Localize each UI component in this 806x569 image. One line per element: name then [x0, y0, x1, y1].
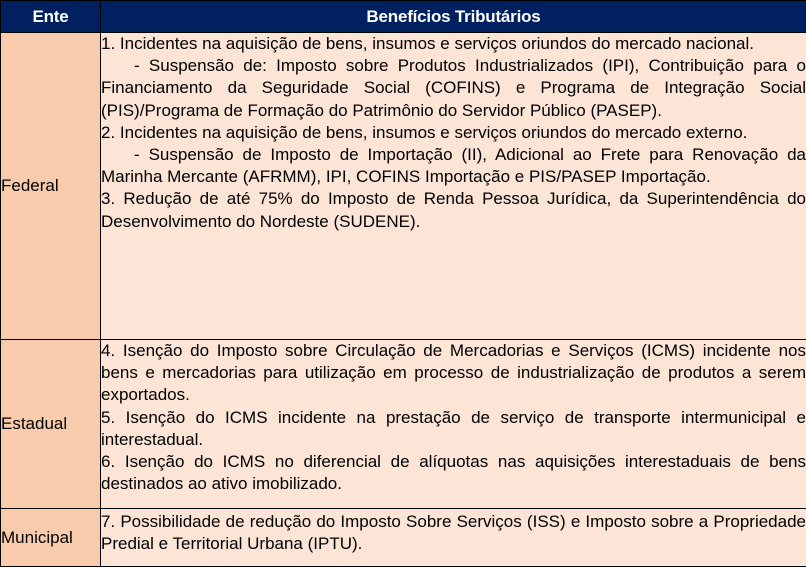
benefits-estadual: [101, 340, 806, 509]
ente-municipal: Municipal: [1, 509, 101, 567]
table-row-municipal: [1, 509, 806, 567]
table-row-estadual: [1, 340, 806, 509]
benefit-sub-item-2: - Suspensão de Imposto de Importação (II), Adicional ao Frete para Renovação da Marinha Mercante (AFRMM), IPI, COFINS Importação e PIS/PASEP Importação.: [101, 145, 806, 187]
ente-estadual: Estadual: [1, 340, 101, 509]
header-row: [1, 1, 806, 33]
benefits-municipal: [101, 509, 806, 567]
benefit-item-3: 3. Redução de até 75% do Imposto de Renda Pessoa Jurídica, da Superintendência do Desenvolvimento do Nordeste (SUDENE).: [101, 189, 806, 231]
benefit-item-1: 1. Incidentes na aquisição de bens, insumos e serviços oriundos do mercado nacional.: [101, 34, 754, 53]
ente-federal: Federal: [1, 33, 101, 340]
benefit-item-5: 5. Isenção do ICMS incidente na prestação de serviço de transporte intermunicipal e interestadual.: [101, 407, 806, 449]
header-ente: Ente: [1, 1, 101, 33]
benefit-item-7: 7. Possibilidade de redução do Imposto Sobre Serviços (ISS) e Imposto sobre a Propriedade Predial e Territorial Urbana (IPTU).: [101, 512, 806, 554]
header-beneficios: Benefícios Tributários: [101, 1, 806, 33]
table-row-federal: [1, 33, 806, 340]
benefit-item-4: 4. Isenção do Imposto sobre Circulação de Mercadorias e Serviços (ICMS) incidente nos bens e mercadorias para utilização em processo de industrialização de produtos a serem exportados.: [101, 341, 806, 405]
benefit-item-6: 6. Isenção do ICMS no diferencial de alíquotas nas aquisições interestaduais de bens destinados ao ativo imobilizado.: [101, 452, 806, 494]
benefits-federal: [101, 33, 806, 340]
benefit-sub-item-1: - Suspensão de: Imposto sobre Produtos Industrializados (IPI), Contribuição para o Financiamento da Seguridade Social (COFINS) e Programa de Integração Social (PIS)/Programa de Formação do Patrimônio do Servidor Público (PASEP).: [101, 56, 806, 120]
benefit-item-2: 2. Incidentes na aquisição de bens, insumos e serviços oriundos do mercado externo.: [101, 122, 748, 142]
